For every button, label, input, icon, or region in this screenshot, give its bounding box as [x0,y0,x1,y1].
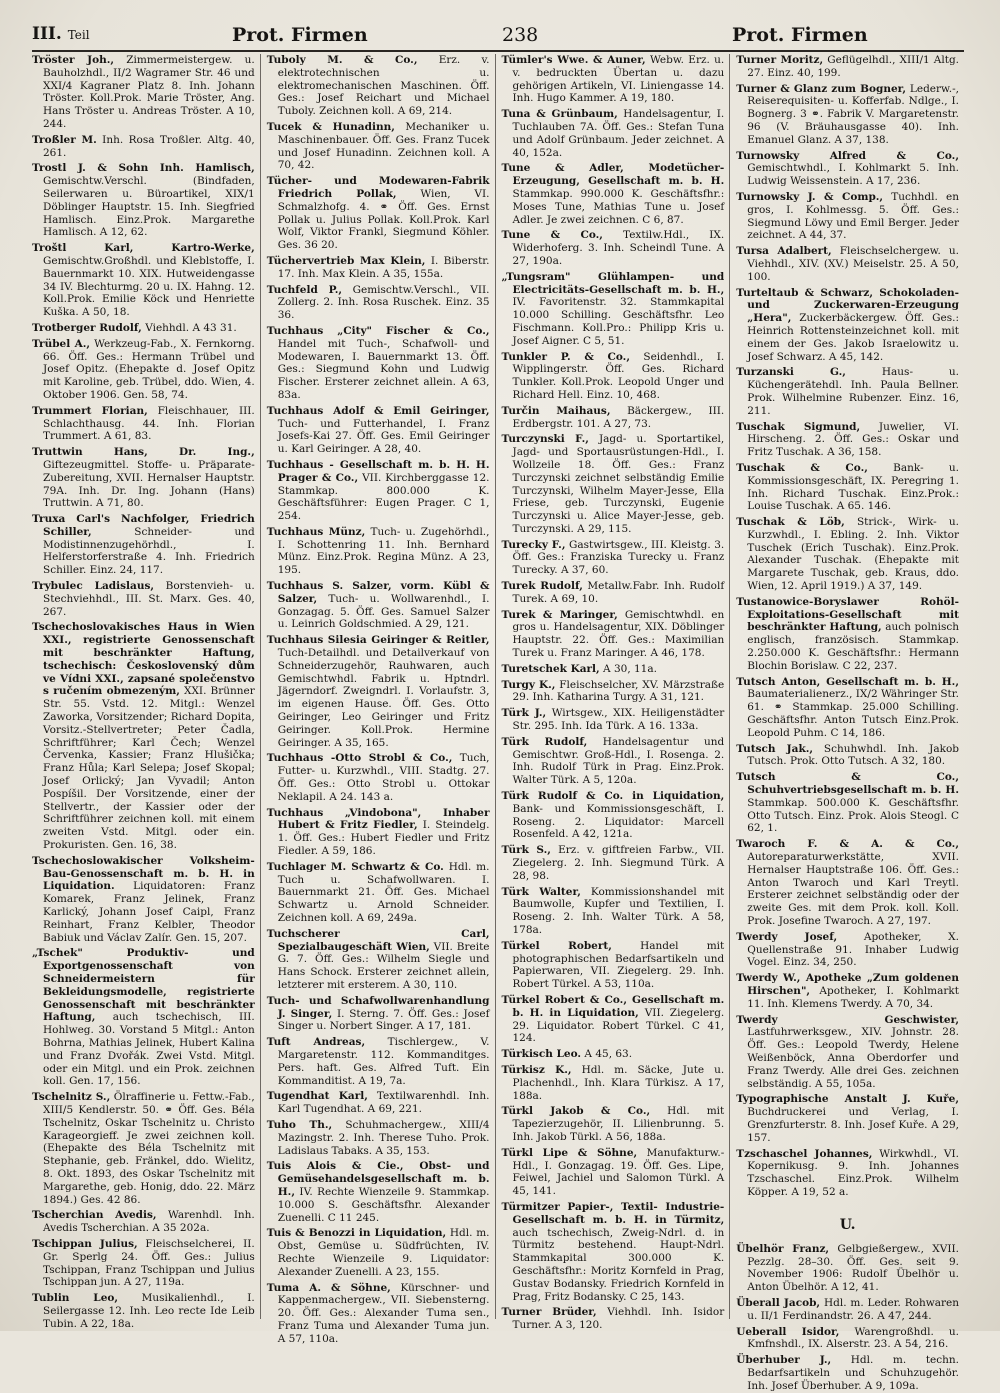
directory-entry [502,1201,725,1303]
directory-entry [736,931,959,969]
directory-entry [502,609,725,660]
firm-name: Trübel A., [32,337,91,350]
firm-details: Seidenhdl., I. Wipplingerstr. Öff. Ges. Richard Tunkler. Koll.Prok. Leopold Unger und Richard Hell. Einz. 10, 468. [512,350,725,401]
firm-name: Trostl J. & Sohn Inh. Hamlisch, [32,162,255,175]
firm-name: Türkl Jakob & Co., [501,1105,651,1118]
firm-details: auch tschechisch, III. Hohlweg. 30. Vorstand 5 Mitgl.: Anton Bohrna, Mathias Jelinek, Hubert Kalina und Franz Dvořák. Zwei Vstd. Mitgl. oder ein Mitgl. und ein Prok. zeichnen koll. Gen. 17, 156. [43,1011,255,1088]
firm-name: Tuschak & Co., [736,461,868,474]
directory-entry [32,621,255,851]
firm-name: Tschippan Julius, [32,1237,138,1250]
header-title-left: Prot. Firmen [232,24,368,46]
page-header [32,22,964,52]
firm-details: VII. Ziegelerg. 29. Liquidator. Robert Türkel. C 41, 124. [512,1006,725,1045]
firm-name: Turner & Glanz zum Bogner, [736,82,907,95]
firm-details: Werkzeug-Fab., X. Fernkorng. 66. Öff. Ges.: Hermann Trübel und Josef Opitz. (Ehepakte d. Josef Opitz mit Karoline, geb. Trübel, ddo. Wien, 4. Oktober 1906. Gen. 58, 74. [43,337,255,401]
firm-details: VII. Kirchberggasse 12. Stammkap. 800.000 K. Geschäftsführer: Eugen Prager. C 1, 254. [277,471,490,523]
firm-name: „Tschek" Produktiv- und Exportgenossenschaft von Schneidermeistern für Bekleidungsmodelle, registrierte Genossenschaft mit beschränkter Haftung, [32,947,255,1024]
firm-name: Übelhör Franz, [736,1242,830,1255]
directory-entry [502,736,725,787]
directory-entry [502,844,725,882]
firm-name: Turnowsky Alfred & Co., [736,149,959,162]
firm-name: Twerdy Josef, [736,930,838,943]
directory-entry [267,928,490,992]
firm-name: Turek & Maringer, [501,608,618,621]
page-number: 238 [502,24,539,46]
firm-details: Textilwarenhdl. Inh. Karl Tugendhat. A 69, 221. [277,1090,490,1116]
firm-name: Tschechoslovakisches Haus in Wien XXI., registrierte Genossenschaft mit beschränkter Haftung, tschechisch: Československý dům ve Vídni XXI., zapsané společenstvo s ručením obmezeným, [32,621,255,698]
directory-entry [736,1243,959,1294]
firm-details: Giftezeugmittel. Stoffe- u. Präparate-Zubereitung, XVII. Hernalser Hauptstr. 79A. Inh. Dr. Ing. Johann (Hans) Truttwin. A 71, 80. [43,458,255,510]
directory-entry [32,322,255,335]
firm-name: Tröster Joh., [32,54,115,66]
firm-details: Stammkap. 500.000 K. Geschäftsfhr. Otto Tutsch. Einz. Prok. Alois Steogl. C 62, 1. [747,796,959,835]
firm-name: Tuschak & Löb, [736,516,845,529]
directory-entry [502,539,725,577]
directory-entry [267,995,490,1033]
firm-details: Geflügelhdl., XIII/1 Altg. 27. Einz. 40, 199. [747,54,959,79]
firm-name: Twaroch F. & A. & Co., [736,838,959,851]
directory-entry [736,1093,959,1144]
firm-name: Tuchhaus S. Salzer, vorm. Kübl & Salzer, [266,580,490,605]
firm-name: Tzschaschel Johannes, [736,1147,873,1160]
firm-name: Tugendhat Karl, [266,1090,368,1103]
directory-entry [32,338,255,402]
firm-details: auch tschechisch, Zweig-Ndrl. d. in Türmitz bestehend. Haupt-Ndrl. Stammkapital 300.000 K. Geschäftsfhr.: Moritz Kornfeld in Prag, Gustav Bodansky. Friedrich Kornfeld in Prag, Fritz Bodansky. C 25, 143. [512,1226,725,1303]
directory-entry [502,940,725,991]
directory-entry [736,1354,959,1392]
firm-details: Autoreparaturwerkstätte, XVII. Hernalser Hauptstraße 106. Öff. Ges.: Anton Twaroch und Karl Treytl. Ersterer zeichnet selbständig oder der zweite Ges. mit dem Prok. koll. Koll. Prok. Josefine Twaroch. A 27, 197. [747,851,959,927]
firm-name: Tuis & Benozzi in Liquidation, [266,1227,447,1240]
firm-details: Manufakturw.-Hdl., I. Gonzagag. 19. Öff. Ges. Lipe, Feiwel, Jachiel und Salomon Türkl. A 45, 141. [512,1146,725,1198]
directory-entry [502,405,725,431]
directory-entry [502,994,725,1045]
firm-details: I. Biberstr. 17. Inh. Max Klein. A 35, 155a. [277,254,490,280]
firm-details: A 45, 63. [584,1048,633,1061]
firm-details: Liquidatoren: Franz Komarek, Franz Jelinek, Franz Karlický, Johann Josef Caipl, Franz Reinhart, Franz Kelbler, Theodor Babiuk und Václav Zalír. Gen. 15, 207. [43,880,255,944]
firm-name: Tücher- und Modewaren-Fabrik Friedrich Pollak, [266,175,490,200]
firm-name: Turzanski G., [736,366,846,379]
firm-details: Bank- u. Kommissionsgeschäft, IX. Peregring 1. Inh. Richard Tuschak. Einz.Prok.: Louise Tuschak. A 65. 146. [747,461,960,513]
firm-name: Türk J., [501,707,547,720]
firm-details: Kürschner- und Kappenmachergew., VII. Siebensterng. 20. Öff. Ges.: Alexander Tuma sen., Franz Tuma und Alexander Tuma jun. A 57, 110a. [277,1281,490,1345]
directory-entry [502,108,725,159]
firm-name: Tursa Adalbert, [736,245,832,258]
firm-details: Bäckergew., III. Erdbergstr. 101. A 27, 73. [512,404,725,430]
firm-details: Kommissionshandel mit Baumwolle, Kupfer und Textilien, I. Roseng. 2. Inh. Walter Türk. A 58, 178a. [512,885,725,936]
directory-entry [32,513,255,577]
firm-name: Tuchhaus Münz, [266,525,366,538]
firm-details: XXI. Brünner Str. 55. Vstd. 12. Mitgl.: Wenzel Zaworka, Vorsitzender; Richard Dopita, Vorsitz.-Stellvertreter; Peter Čadla, Schriftführer; Karl Čech; Wenzel Červenka, Kassier; Franz Hlušička; Franz Hůla; Karl Selepa; Josef Skopal; Josef Orlický; Jan Vyvadil; Anton Pospíšil. Der Vorsitzende, einer der Stellvertr., der Kassier oder der Schriftführer zeichnen koll. mit einem zweiten Vstd. Mitgl. oder ein. Prokuristen. Gen. 16, 38. [43,685,255,852]
firm-details: Fleischhauer, III. Schlachthausg. 44. Inh. Florian Trummert. A 61, 83. [43,404,255,443]
firm-name: Tuis Alois & Cie., Obst- und Gemüsehandelsgesellschaft m. b. H., [266,1160,490,1198]
directory-entry [736,150,959,188]
directory-entry [736,54,959,80]
firm-name: Tuna & Grünbaum, [501,108,618,121]
firm-name: Trummert Florian, [32,404,148,417]
firm-details: A 30, 11a. [603,662,657,675]
entry-columns [32,54,964,1392]
firm-details: Gemischtwhdl., I. Kohlmarkt 5. Inh. Ludwig Weissenstein. A 17, 236. [747,162,959,188]
firm-details: Hdl. m. Obst, Gemüse u. Südfrüchten, IV. Rechte Wienzeile 9. Liquidator: Alexander Zuenelli. A 23, 155. [277,1227,490,1278]
firm-name: Twerdy W., Apotheke „Zum goldenen Hirschen", [736,972,959,997]
firm-details: Lastfuhrwerksgew., XIV. Johnstr. 28. Öff. Ges.: Leopold Twerdy, Helene Weißenböck, Anna Oberdorfer und Franz Twerdy. Alle drei Ges. zeichnen selbständig. A 55, 105a. [747,1026,959,1090]
directory-entry [267,54,490,118]
firm-name: Tuchhaus - Gesellschaft m. b. H. H. Prager & Co., [266,458,490,484]
firm-name: Tuchhaus „Vindobona", Inhaber Hubert & Fritz Fiedler, [266,806,490,832]
directory-entry [736,596,959,673]
firm-details: Hdl. mit Tapezierzugehör, II. Lilienbrunng. 5. Inh. Jakob Türkl. A 56, 188a. [512,1105,725,1143]
firm-details: Juwelier, VI. Hirscheng. 2. Öff. Ges.: Oskar und Fritz Tuschak. A 36, 158. [747,420,959,459]
firm-name: Tuchhaus -Otto Strobl & Co., [266,752,453,765]
firm-details: Fleischselcher, XV. Märzstraße 29. Inh. Katharina Turgy. A 31, 121. [512,678,725,704]
directory-entry [32,1209,255,1235]
firm-details: Tuch-Detailhdl. und Detailverkauf von Schneiderzugehör, Rauhwaren, auch Gemischtwhdl. Fabrik u. Hptndrl. Jägerndorf. Zweigndrl. I. Vorlaufstr. 3, im eigenen Hause. Öff. Ges. Otto Geiringer, Leo Geiringer und Fritz Geiringer. Koll.Prok. Hermine Geiringer. A 35, 165. [277,647,490,749]
directory-entry [502,663,725,676]
directory-entry [736,1297,959,1323]
firm-details: Erz. v. elektrotechnischen u. elektromechanischen Maschinen. Öff. Ges.: Josef Reichart und Michael Tuboly. Zeichnen koll. A 69, 214. [277,54,490,118]
directory-entry [267,1119,490,1157]
directory-entry [32,242,255,319]
firm-name: Tuch- und Schafwollwarenhandlung J. Singer, [266,994,490,1020]
directory-entry [502,1064,725,1102]
firm-details: Borstenvieh- u. Stechviehhdl., III. St. Marx. Ges. 40, 267. [43,580,255,618]
column-4 [736,54,964,1392]
firm-name: Twerdy Geschwister, [736,1013,959,1026]
firm-details: Schneider- und Modistinnenzugehörhdl., I. Helferstorferstraße 4. Inh. Friedrich Schiller. Einz. 24, 117. [43,525,255,577]
firm-details: Haus- u. Küchengerätehdl. Inh. Paula Bellner. Prok. Wilhelmine Rubenzer. Einz. 16, 211. [747,366,959,417]
directory-entry [736,287,959,364]
firm-details: Gelbgießergew., XVII. Pezzlg. 28–30. Öff. Ges. seit 9. November 1906: Rudolf Übelhör u. Anton Übelhör. A 12, 41. [747,1242,960,1294]
firm-details: Wirkwhdl., VI. Kopernikusg. 9. Inh. Johannes Tzschaschel. Einz.Prok. Wilhelm Köpper. A 19, 52 a. [747,1147,959,1198]
part-label: III. Teil [32,24,90,44]
firm-name: Tümler's Wwe. & Auner, [501,54,646,66]
firm-name: Tune & Co., [501,229,603,242]
firm-details: Fleischselcherei, II. Gr. Sperlg 24. Öff. Ges.: Julius Tschippan, Franz Tschippan und Julius Tschippan jun. A 27, 119a. [43,1237,255,1289]
directory-entry [736,462,959,513]
firm-details: Hdl. m. Tuch u. Schafwollwaren. I. Bauernmarkt 21. Öff. Ges. Michael Schwartz u. Arnold Schneider. Zeichnen koll. A 69, 249a. [277,860,490,924]
column-2 [266,54,496,1345]
directory-entry [32,54,255,131]
firm-name: Turner Moritz, [736,54,824,66]
firm-details: Webw. Erz. u. v. bedruckten Übertan u. dazu gehörigen Artikeln, VI. Liniengasse 14. Inh. Hugo Kammer. A 19, 180. [512,54,725,105]
firm-name: Tuchhaus Adolf & Emil Geiringer, [266,404,490,417]
directory-entry [32,446,255,510]
firm-name: „Tungsram" Glühlampen- und Electricitäts-Gesellschaft m. b. H., [501,270,725,296]
firm-name: Tuchlager M. Schwartz & Co. [266,860,444,873]
firm-details: IV. Favoritenstr. 32. Stammkapital 10.000 Schilling. Geschäftsfhr. Leo Fischmann. Koll.Pro.: Philipp Kris u. Josef Aigner. C 5, 51. [512,296,725,347]
column-1 [32,54,261,1330]
firm-name: Türkel Robert & Co., Gesellschaft m. b. H. in Liquidation, [501,993,725,1019]
directory-entry [267,405,490,456]
firm-details: Hdl. m. Säcke, Jute u. Plachenhdl., Inh. Klara Türkisz. A 17, 188a. [512,1063,725,1102]
firm-name: Türkl Lipe & Söhne, [501,1146,638,1159]
column-3 [501,54,731,1332]
directory-entry [736,1326,959,1352]
directory-entry [32,1091,255,1206]
directory-entry [502,433,725,535]
directory-entry [502,271,725,348]
firm-name: Turecky F., [501,538,566,551]
firm-name: Türkisz K., [501,1063,572,1076]
directory-entry [32,1238,255,1289]
directory-entry [267,1036,490,1087]
directory-entry [736,83,959,147]
firm-details: Viehhdl. A 43 31. [145,321,237,334]
directory-entry [736,366,959,417]
firm-details: Handelsagentur und Gemischtwr. Groß-Hdl., I. Rosenga. 2. Inh. Rudolf Türk in Prag. Einz.Prok. Walter Türk. A 5, 120a. [512,735,725,787]
firm-details: Musikalienhdl., I. Seilergasse 12. Inh. Leo recte Ide Leib Tubin. A 22, 18a. [43,1292,255,1330]
firm-name: Turek Rudolf, [501,580,583,593]
directory-entry [267,175,490,252]
firm-details: Fleischselchergew. u. Viehhdl., XIV. (XV.) Meiselstr. 25. A 50, 100. [747,245,959,283]
firm-name: Tutsch Anton, Gesellschaft m. b. H., [736,675,959,688]
directory-entry [736,421,959,459]
directory-entry [267,459,490,523]
firm-name: Türmitzer Papier-, Textil- Industrie-Gesellschaft m. b. H. in Türmitz, [501,1200,725,1226]
firm-details: Bank- und Kommissionsgeschäft, I. Roseng. 2. Liquidator: Marcell Rosenfeld. A 42, 121a. [512,802,725,841]
firm-name: Tuho Th., [266,1118,333,1131]
firm-details: Gemischtw.Großhdl. und Kleblstoffe, I. Bauernmarkt 10. XIX. Hutweidengasse 34 IV. Blechturmg. 20 u. IX. Hahng. 12. Koll.Prok. Emilie Köck und Henriette Kuška. A 50, 18. [43,254,255,319]
directory-entry [32,405,255,443]
firm-name: Tuschak Sigmund, [736,420,861,433]
firm-details: Gastwirtsgew., III. Kleistg. 3. Öff. Ges.: Franziska Turecky u. Franz Turecky. A 37, 60. [512,538,725,577]
firm-details: IV. Rechte Wienzeile 9. Stammkap. 10.000 S. Geschäftsfhr. Alexander Zuenelli. C 11 245. [277,1185,490,1224]
firm-name: Türkel Robert, [501,939,612,952]
firm-details: Hdl. m. Leder. Rohwaren u. II/1 Ferdinandstr. 26. A 47, 244. [747,1296,959,1322]
directory-entry [502,351,725,402]
firm-details: auch polnisch englisch, französisch. Stammkap. 2.250.000 K. Geschäftsfhr.: Hermann Blochin Borislaw. C 22, 237. [747,621,959,672]
firm-name: Tuchscherer Carl, Spezialbaugeschäft Wien, [266,927,490,953]
directory-entry [502,886,725,937]
firm-name: Tune & Adler, Modetücher-Erzeugung, Gesellschaft m. b. H. [501,162,725,188]
firm-name: Ueberall Isidor, [736,1325,840,1338]
firm-name: Tublin Leo, [32,1292,119,1305]
firm-details: Jagd- u. Sportartikel, Jagd- und Sportausrüstungen-Hdl., I. Wollzeile 18. Öff. Ges.: Franz Turczynski zeichnet selbständig Emilie Turczynski, Wilhelm Mayer-Jesse, Ella Friese, geb. Turczynski, Eugenie Turczynski u. Alice Mayer-Jesse, geb. Turczynski. A 29, 115. [512,433,725,535]
firm-name: Turčin Maihaus, [501,404,611,417]
firm-name: Truttwin Hans, Dr. Ing., [32,446,255,459]
firm-details: VII. Breite G. 7. Öff. Ges.: Wilhelm Siegle und Hans Schock. Ersterer zeichnet allein, letzterer mit ersterem. A 30, 110. [277,940,490,991]
firm-details: Textilw.Hdl., IX. Widerhoferg. 3. Inh. Scheindl Tune. A 27, 190a. [512,229,725,267]
directory-entry [736,676,959,740]
directory-entry [32,162,255,239]
firm-details: I. Steindelg. 1. Öff. Ges.: Hubert Fiedler und Fritz Fiedler. A 59, 186. [277,819,490,858]
directory-entry [267,1282,490,1346]
directory-entry [736,972,959,1010]
firm-name: Türk Rudolf, [501,735,588,748]
firm-name: Tscherchian Avedis, [32,1209,157,1222]
firm-name: Tutsch & Co., Schuhvertriebsgesellschaft m. b. H. [736,771,959,797]
directory-entry [267,807,490,858]
firm-name: Turner Brüder, [501,1306,597,1319]
firm-name: Turgy K., [501,678,556,691]
firm-name: Tuchhaus „City" Fischer & Co., [266,324,490,337]
directory-entry [267,526,490,577]
firm-name: Türk S., [501,844,551,857]
firm-name: Türkisch Leo. [501,1048,582,1061]
directory-entry [267,325,490,402]
firm-name: Troštl Karl, Kartro-Werke, [32,242,255,255]
firm-name: Türk Rudolf & Co. in Liquidation, [501,790,725,803]
directory-entry [267,1227,490,1278]
firm-details: Lederw.-, Reiserequisiten- u. Kofferfab. Ndlge., I. Bognerg. 3 ⚭. Fabrik V. Margaretenstr. 96 (V. Bräuhausgasse 40). Inh. Emanuel Glanz. A 37, 138. [747,82,959,146]
section-heading: U. [839,1216,856,1233]
directory-entry [736,743,959,769]
directory-entry [32,855,255,945]
directory-entry [502,580,725,606]
firm-details: Inh. Rosa Troßler. Altg. 40, 261. [43,133,255,159]
directory-entry [502,1048,725,1061]
firm-details: Buchdruckerei und Verlag, I. Grenzfurterstr. 8. Inh. Josef Kuře. A 29, 157. [747,1106,959,1144]
firm-details: Schuhmachergew., XIII/4 Mazingstr. 2. Inh. Therese Tuho. Prok. Ladislaus Tabaks. A 35, 153. [277,1118,490,1157]
directory-entry [736,1014,959,1091]
firm-name: Tuboly M. & Co., [266,54,418,66]
firm-details: Tuch- u. Wollwarenhdl., I. Gonzagag. 5. Öff. Ges. Samuel Salzer u. Leinrich Goldschmied. A 29, 121. [277,592,490,631]
firm-name: Tutsch Jak., [736,742,814,755]
firm-name: Tuma A. & Söhne, [266,1281,391,1294]
directory-entry [267,255,490,281]
firm-name: Überhuber J., [736,1354,832,1367]
directory-entry [267,121,490,172]
firm-name: Überall Jacob, [736,1296,821,1309]
directory-entry [502,54,725,105]
firm-details: Hdl. m. techn. Bedarfsartikeln und Schuhzugehör. Inh. Josef Überhuber. A 9, 109a. [747,1354,959,1392]
firm-details: Tischlergew., V. Margaretenstr. 112. Kommanditges. Pers. haft. Ges. Alfred Tuft. Ein Kommanditist. A 19, 7a. [277,1036,490,1087]
firm-name: Turnowsky J. & Comp., [736,190,884,203]
firm-name: Turetschek Karl, [501,662,600,675]
directory-entry [502,1306,725,1332]
firm-details: Stammkap. 990.000 K. Geschäftsfhr.: Moses Tune, Mathias Tune u. Josef Adler. Je zwei zeichnen. C 6, 87. [512,187,725,226]
firm-details: Zimmermeistergew. u. Bauholzhdl., II/2 Wagramer Str. 46 und XXI/4 Kagraner Platz 8. Inh. Johann Tröster. Koll.Prok. Marie Tröster, Ang. Hans Tröster u. Andreas Tröster. A 10, 244. [43,54,255,130]
directory-entry [736,516,959,593]
directory-entry [502,679,725,705]
firm-name: Trybulec Ladislaus, [32,580,155,593]
firm-name: Tucek & Hunadinn, [266,120,395,133]
firm-details: Erz. v. giftfreien Farbw., VII. Ziegelerg. 2. Inh. Siegmund Türk. A 28, 98. [512,844,725,882]
header-title-right: Prot. Firmen [732,24,868,46]
firm-details: Wien, VI. Schmalzhofg. 4. ⚭ Öff. Ges. Ernst Pollak u. Julius Pollak. Koll.Prok. Karl Wolf, Viktor Frankl, Siegmund Köhler. Ges. 36 20. [277,187,490,252]
directory-entry [736,1148,959,1199]
firm-details: Handelsagentur, I. Tuchlauben 7A. Öff. Ges.: Stefan Tuna und Adolf Grünbaum. Jeder zeichnet. A 40, 152a. [512,108,725,159]
firm-details: Tuch- u. Zugehörhdl., I. Schottenring 11. Inh. Bernhard Münz. Einz.Prok. Regina Münz. A 23, 195. [277,525,490,577]
firm-details: I. Sterng. 7. Öff. Ges.: Josef Singer u. Norbert Singer. A 17, 181. [277,1007,490,1033]
firm-name: Trotberger Rudolf, [32,321,142,334]
firm-details: Zuckerbäckergew. Öff. Ges.: Heinrich Rottensteinzeichnet koll. mit einem der Ges. Jakob Israelowitz u. Josef Schwarz. A 45, 142. [747,312,959,363]
firm-details: Wirtsgew., XIX. Heiligenstädter Str. 295. Inh. Ida Türk. A 16. 133a. [512,707,725,733]
firm-details: Tuch- und Futterhandel, I. Franz Josefs-Kai 27. Öff. Ges. Emil Geiringer u. Karl Geiringer. A 28, 40. [277,417,490,456]
directory-entry [502,1147,725,1198]
firm-details: Warengroßhdl. u. Kmfnshdl., IX. Alserstr. 23. A 54, 216. [747,1325,959,1351]
firm-details: Warenhdl. Inh. Avedis Tscherchian. A 35 202a. [43,1209,255,1235]
firm-name: Truxa Carl's Nachfolger, Friedrich Schiller, [32,513,255,538]
firm-name: Turczynski F., [501,433,589,446]
firm-details: Apotheker, I. Kohlmarkt 11. Inh. Klemens Twerdy. A 70, 34. [747,984,959,1010]
firm-details: Schuhwhdl. Inh. Jakob Tutsch. Prok. Otto Tutsch. A 32, 180. [747,742,959,768]
firm-details: Gemischtwhdl. en gros u. Handelsagentur, XIX. Döblinger Hauptstr. 22. Öff. Ges.: Maximilian Turek u. Franz Maringer. A 46, 178. [512,608,725,660]
directory-entry [736,191,959,242]
firm-details: Mechaniker u. Maschinenbauer. Öff. Ges. Franz Tucek und Josef Hunadinn. Zeichnen koll. A 70, 42. [277,120,490,172]
firm-name: Tuchfeld P., [266,283,343,296]
directory-entry [32,1292,255,1330]
directory-entry [267,1090,490,1116]
firm-name: Tüchervertrieb Max Klein, [266,254,426,267]
firm-name: Tuchhaus Silesia Geiringer & Reitler, [266,634,490,647]
directory-entry [32,580,255,618]
directory-entry [502,1105,725,1143]
directory-entry [267,580,490,631]
directory-entry [267,284,490,322]
firm-details: Tuch, Futter- u. Kurzwhdl., VIII. Stadtg. 27. Öff. Ges.: Otto Strobl u. Ottokar Neklapil. A 24. 143 a. [277,752,490,803]
firm-details: Strick-, Wirk- u. Kurzwhdl., I. Ebling. 2. Inh. Viktor Tuschek (Erich Tuschak). Einz.Prok. Alexander Tuschak. (Ehepakte mit Margarete Tuschak, geb. Kraus, ddo. Wien, 12. April 1919.) A 37, 149. [747,516,959,593]
directory-entry [736,245,959,283]
firm-details: Ölraffinerie u. Fettw.-Fab., XIII/5 Kendlerstr. 50. ⚭ Öff. Ges. Béla Tschelnitz, Oskar Tschelnitz u. Christo Karageorgieff. Je zwei zeichnen koll. (Ehepakte des Béla Tschelnitz mit Stephanie, geb. Fränkel, ddo. Wielitz, 8. Okt. 1893, des Oskar Tschelnitz mit Margarethe, geb. Honig, ddo. 22. März 1894.) Ges. 42 86. [43,1091,255,1206]
firm-details: Gemischtw.Verschl. (Bindfaden, Seilerwaren u. Büroartikel, XIX/1 Döblinger Hauptstr. 15. Inh. Siegfried Hamlisch. Einz.Prok. Margarethe Hamlisch. A 12, 62. [43,175,255,239]
directory-entry [267,861,490,925]
firm-name: Türk Walter, [501,885,581,898]
directory-entry [267,634,490,749]
directory-entry [32,134,255,160]
firm-name: Tschelnitz S., [32,1091,111,1104]
directory-entry [502,707,725,733]
firm-details: Baumaterialienerz., IX/2 Währinger Str. 61. ⚭ Stammkap. 25.000 Schilling. Geschäftsfhr. Anton Tutsch Einz.Prok. Leopold Puhm. C 14, 186. [747,688,959,739]
firm-details: Handel mit photographischen Bedarfsartikeln und Papierwaren, VII. Ziegelerg. 29. Inh. Robert Türkel. A 53, 110a. [512,939,725,991]
firm-name: Turteltaub & Schwarz, Schokoladen- und Zuckerwaren-Erzeugung „Hera", [736,286,959,325]
firm-name: Tschechoslowakischer Volksheim-Bau-Genossenschaft m. b. H. in Liquidation. [32,854,255,893]
firm-details: Gemischtw.Verschl., VII. Zollerg. 2. Inh. Rosa Ruschek. Einz. 35 36. [277,283,490,322]
directory-entry [267,752,490,803]
firm-name: Troßler M. [32,133,97,146]
directory-entry [736,838,959,928]
directory-entry [32,947,255,1088]
firm-name: Typographische Anstalt J. Kuře, [736,1093,959,1106]
firm-details: Handel mit Tuch-, Schafwoll- und Modewaren, I. Bauernmarkt 13. Öff. Ges.: Siegmund Kohn und Ludwig Fischer. Ersterer zeichnet allein. A 63, 83a. [277,337,490,401]
directory-entry [502,790,725,841]
firm-name: Tunkler P. & Co., [501,350,630,363]
directory-entry [736,771,959,835]
firm-name: Tuft Andreas, [266,1036,366,1049]
firm-details: Viehhdl. Inh. Isidor Turner. A 3, 120. [512,1306,725,1332]
firm-details: Tuchhdl. en gros, I. Kohlmessg. 5. Öff. Ges.: Siegmund Löwy und Emil Berger. Jeder zeichnet. A 44, 37. [747,190,959,242]
firm-details: Apotheker, X. Quellenstraße 91. Inhaber Ludwig Vogel. Einz. 34, 250. [747,930,959,969]
firm-details: Metallw.Fabr. Inh. Rudolf Turek. A 69, 10. [512,580,725,605]
directory-entry [267,1160,490,1224]
directory-entry [502,229,725,267]
firm-name: Tustanowice-Boryslawer Rohöl-Exploitations-Gesellschaft mit beschränkter Haftung, [736,595,959,634]
directory-entry [502,162,725,226]
